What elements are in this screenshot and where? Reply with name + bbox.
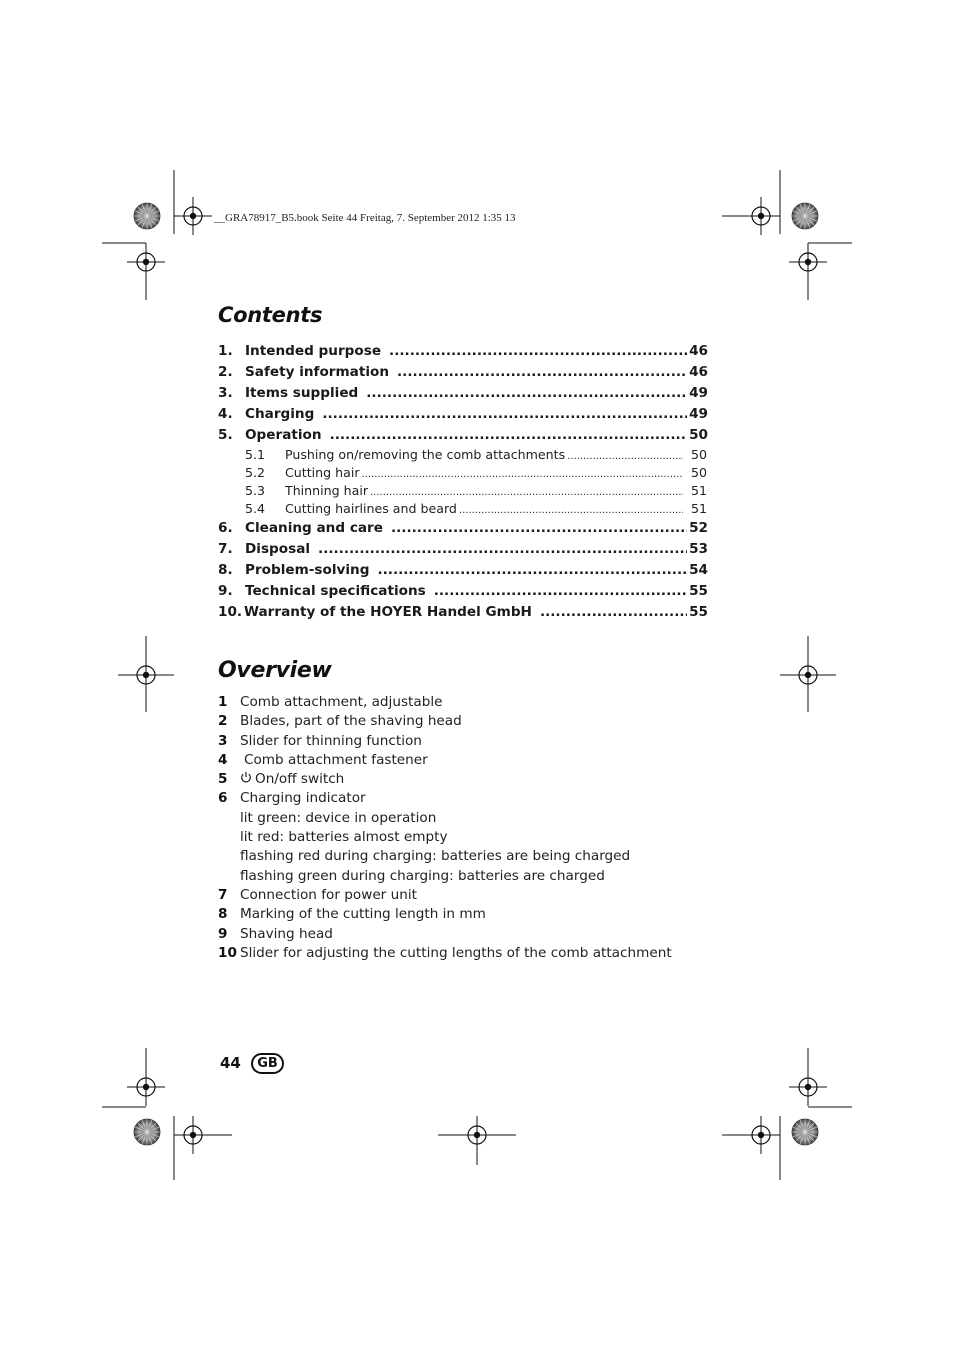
overview-heading: Overview — [218, 658, 332, 683]
toc-entry-title: Intended purpose — [245, 343, 382, 359]
overview-item-number: 6 — [218, 790, 228, 807]
toc-entry-number: 2. — [218, 364, 233, 380]
overview-item — [218, 751, 678, 770]
print-header-line: __GRA78917_B5.book Seite 44 Freitag, 7. September 2012 1:35 13 — [214, 212, 516, 224]
indicator-state: flashing red during charging: batteries are being charged — [240, 848, 631, 865]
toc-leader-dots — [540, 602, 687, 623]
overview-item-text: Charging indicator — [240, 790, 366, 807]
overview-item-number: 3 — [218, 732, 228, 749]
overview-item-text: Connection for power unit — [240, 886, 417, 903]
toc-entry-page: 50 — [689, 427, 708, 443]
toc-leader-dots — [370, 484, 683, 500]
toc-entry — [218, 581, 708, 602]
toc-entry — [218, 602, 708, 623]
toc-subentry-number: 5.4 — [245, 501, 266, 516]
toc-entry-number: 5. — [218, 427, 233, 443]
overview-item-text: Blades, part of the shaving head — [240, 713, 462, 730]
toc-leader-dots — [366, 383, 687, 404]
overview-item — [218, 770, 678, 789]
overview-item-text: Shaving head — [240, 925, 333, 942]
toc-entry-page: 49 — [689, 406, 708, 422]
toc-leader-dots — [377, 560, 687, 581]
toc-entry-title: Cleaning and care — [245, 520, 383, 536]
toc-subentry — [218, 464, 708, 482]
overview-item-text: Marking of the cutting length in mm — [240, 906, 486, 923]
toc-entry-title: Items supplied — [245, 385, 359, 401]
toc-subentry-number: 5.1 — [245, 447, 266, 462]
overview-item-number: 4 — [218, 751, 228, 768]
overview-item-text: Slider for adjusting the cutting lengths of the comb attachment — [240, 944, 672, 961]
indicator-state: flashing green during charging: batteries are charged — [240, 867, 605, 884]
page-number: 44 — [220, 1054, 241, 1072]
toc-subentry-page: 51 — [690, 483, 707, 498]
toc-entry-title: Technical specifications — [245, 583, 426, 599]
toc-leader-dots — [330, 425, 688, 446]
toc-entry-title: Charging — [245, 406, 315, 422]
overview-item-number: 5 — [218, 771, 228, 788]
toc-leader-dots — [459, 502, 683, 518]
toc-leader-dots — [391, 518, 687, 539]
toc-subentry-page: 50 — [690, 447, 707, 462]
toc-entry-page: 53 — [689, 541, 708, 557]
indicator-state: lit green: device in operation — [240, 809, 437, 826]
toc-entry — [218, 383, 708, 404]
toc-subentry-title: Cutting hair — [285, 465, 360, 480]
toc-entry-page: 55 — [689, 583, 708, 599]
overview-item-text: Slider for thinning function — [240, 732, 422, 749]
toc-entry-title: Safety information — [245, 364, 389, 380]
toc-entry — [218, 425, 708, 446]
toc-entry-number: 1. — [218, 343, 233, 359]
toc-subentry — [218, 446, 708, 464]
toc-entry-title: Operation — [245, 427, 322, 443]
toc-subentry-title: Cutting hairlines and beard — [285, 501, 457, 516]
overview-item-number: 9 — [218, 925, 228, 942]
toc-leader-dots — [434, 581, 687, 602]
toc-entry-page: 46 — [689, 343, 708, 359]
toc-subentry-title: Pushing on/removing the comb attachments — [285, 447, 566, 462]
toc-entry-title: Problem-solving — [245, 562, 370, 578]
overview-list — [218, 693, 678, 963]
toc-subentry-page: 50 — [690, 465, 707, 480]
toc-leader-dots — [362, 466, 683, 482]
toc-leader-dots — [318, 539, 687, 560]
overview-item — [218, 789, 678, 808]
power-icon — [240, 771, 252, 783]
toc-entry-page: 52 — [689, 520, 708, 536]
toc-entry-number: 7. — [218, 541, 233, 557]
toc-entry-number: 9. — [218, 583, 233, 599]
toc-leader-dots — [567, 448, 683, 464]
toc-entry — [218, 404, 708, 425]
toc-entry — [218, 341, 708, 362]
table-of-contents — [218, 341, 708, 623]
toc-entry — [218, 539, 708, 560]
toc-entry — [218, 362, 708, 383]
toc-subentry-page: 51 — [690, 501, 707, 516]
overview-item-text: Comb attachment fastener — [244, 751, 428, 768]
toc-entry-number: 10. — [218, 604, 243, 620]
overview-item — [218, 712, 678, 731]
overview-item-text: On/off switch — [255, 771, 345, 788]
toc-entry-page: 49 — [689, 385, 708, 401]
overview-item — [218, 944, 678, 963]
toc-entry-number: 8. — [218, 562, 233, 578]
toc-entry-page: 46 — [689, 364, 708, 380]
toc-subentry — [218, 482, 708, 500]
overview-item-number: 8 — [218, 906, 228, 923]
toc-entry-page: 54 — [689, 562, 708, 578]
overview-item — [218, 905, 678, 924]
toc-entry-number: 3. — [218, 385, 233, 401]
overview-item-number: 10 — [218, 944, 237, 961]
toc-entry-title: Disposal — [245, 541, 311, 557]
toc-subentry-number: 5.2 — [245, 465, 266, 480]
toc-entry-number: 4. — [218, 406, 233, 422]
contents-heading: Contents — [218, 303, 323, 327]
language-badge: GB — [251, 1053, 284, 1074]
toc-entry-number: 6. — [218, 520, 233, 536]
toc-entry-page: 55 — [689, 604, 708, 620]
toc-subentry-title: Thinning hair — [285, 483, 368, 498]
overview-item-number: 7 — [218, 886, 228, 903]
toc-leader-dots — [397, 362, 687, 383]
overview-item — [218, 732, 678, 751]
toc-subentry — [218, 500, 708, 518]
overview-item-number: 1 — [218, 694, 228, 710]
overview-item — [218, 886, 678, 905]
toc-leader-dots — [322, 404, 687, 425]
indicator-state: lit red: batteries almost empty — [240, 829, 448, 846]
overview-item-text: Comb attachment, adjustable — [240, 694, 443, 710]
toc-entry — [218, 560, 708, 581]
overview-item — [218, 693, 678, 712]
toc-entry-title: Warranty of the HOYER Handel GmbH — [244, 604, 532, 620]
overview-item-number: 2 — [218, 713, 228, 730]
toc-subentry-number: 5.3 — [245, 483, 266, 498]
toc-leader-dots — [389, 341, 687, 362]
toc-entry — [218, 518, 708, 539]
overview-item — [218, 925, 678, 944]
